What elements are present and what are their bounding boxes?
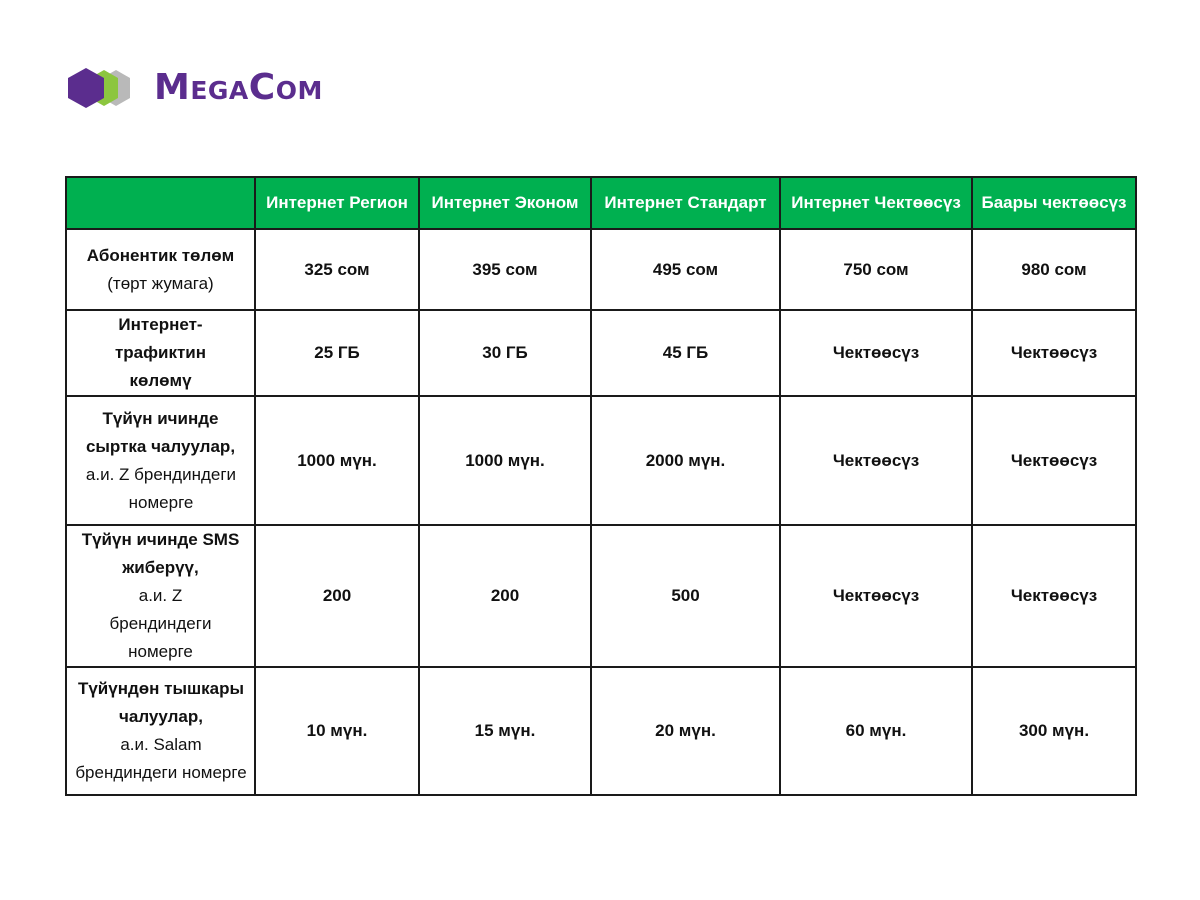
table-cell: Чектөөсүз — [972, 525, 1136, 667]
table-cell: 1000 мүн. — [419, 396, 591, 525]
table-cell: 980 сом — [972, 229, 1136, 310]
brand-name: MegaCom — [154, 67, 323, 108]
table-cell: 2000 мүн. — [591, 396, 780, 525]
row-label — [66, 525, 255, 667]
row-label — [66, 396, 255, 525]
hexagon-logo-icon — [66, 66, 138, 110]
table-row — [66, 310, 1136, 396]
row-label-bold: Абонентик төлөм — [86, 245, 235, 265]
row-label — [66, 229, 255, 310]
table-cell: 60 мүн. — [780, 667, 972, 795]
table-cell: 395 сом — [419, 229, 591, 310]
tariff-table — [65, 176, 1137, 796]
table-cell: 25 ГБ — [255, 310, 419, 396]
table-cell: 325 сом — [255, 229, 419, 310]
row-label-normal: а.и. Z брендиндеги номерге — [85, 464, 237, 512]
header-internet-region: Интернет Регион — [255, 177, 419, 229]
table-cell: 200 — [255, 525, 419, 667]
row-label — [66, 310, 255, 396]
row-label-normal: а.и. Salam брендиндеги номерге — [75, 735, 247, 782]
table-cell: 300 мүн. — [972, 667, 1136, 795]
row-label-bold: Түйүндөн тышкары чалуулар, — [77, 679, 245, 726]
row-label-bold: Түйүн ичинде SMS жиберүү, — [81, 530, 240, 577]
table-cell: 1000 мүн. — [255, 396, 419, 525]
row-label — [66, 667, 255, 795]
table-row — [66, 667, 1136, 795]
table-cell: 495 сом — [591, 229, 780, 310]
row-label-bold: Интернет-трафиктин көлөмү — [114, 315, 207, 390]
header-internet-standard: Интернет Стандарт — [591, 177, 780, 229]
table-cell: 15 мүн. — [419, 667, 591, 795]
table-cell: 200 — [419, 525, 591, 667]
table-cell: Чектөөсүз — [972, 396, 1136, 525]
table-cell: Чектөөсүз — [780, 396, 972, 525]
table-cell: Чектөөсүз — [972, 310, 1136, 396]
header-cell-empty — [66, 177, 255, 229]
row-label-bold: Түйүн ичинде сыртка чалуулар, — [85, 408, 236, 456]
table-header-row — [66, 177, 1136, 229]
table-cell: 30 ГБ — [419, 310, 591, 396]
table-cell: 750 сом — [780, 229, 972, 310]
table-cell: 500 — [591, 525, 780, 667]
table-row — [66, 525, 1136, 667]
table-row — [66, 396, 1136, 525]
row-label-normal: а.и. Z брендиндеги номерге — [109, 586, 212, 661]
header-internet-unlimited: Интернет Чектөөсүз — [780, 177, 972, 229]
header-all-unlimited: Баары чектөөсүз — [972, 177, 1136, 229]
table-row — [66, 229, 1136, 310]
row-label-normal: (төрт жумага) — [107, 273, 214, 293]
table-cell: 45 ГБ — [591, 310, 780, 396]
table-cell: Чектөөсүз — [780, 525, 972, 667]
header-internet-econom: Интернет Эконом — [419, 177, 591, 229]
table-cell: Чектөөсүз — [780, 310, 972, 396]
megacom-logo — [66, 66, 323, 110]
table-cell: 20 мүн. — [591, 667, 780, 795]
table-cell: 10 мүн. — [255, 667, 419, 795]
